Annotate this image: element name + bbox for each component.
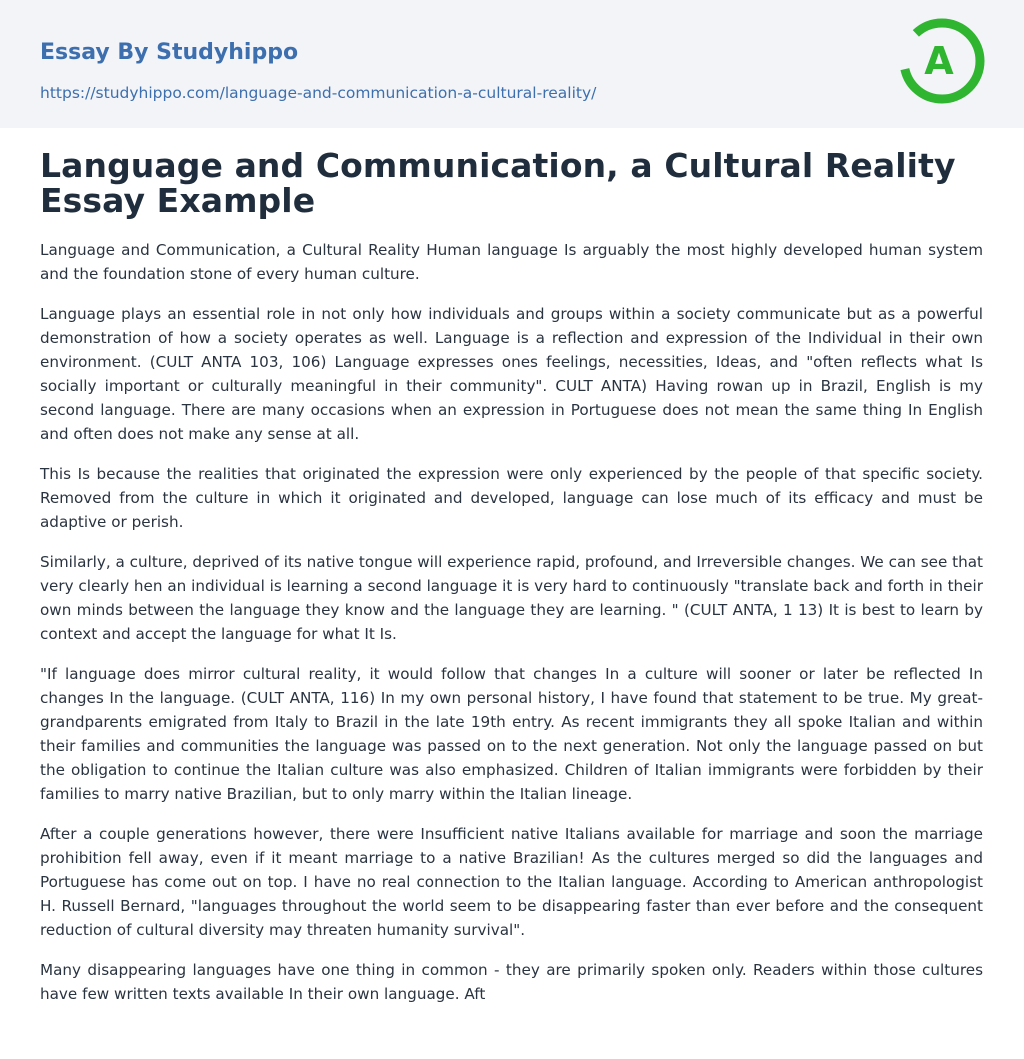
- article-title: Language and Communication, a Cultural Reality Essay Example: [40, 146, 956, 220]
- studyhippo-logo-icon[interactable]: [898, 17, 986, 105]
- article-paragraph: Many disappearing languages have one thing in common - they are primarily spoken only. Readers within those cultures have few written texts available In their own language. Aft: [40, 961, 983, 1003]
- article-paragraph: Language and Communication, a Cultural Reality Human language Is arguably the most highly developed human system and the foundation stone of every human culture.: [40, 241, 983, 283]
- article-paragraph: After a couple generations however, there were Insufficient native Italians available for marriage and soon the marriage prohibition fell away, even if it meant marriage to a native Brazilian! As the cultures merged so did the languages and Portuguese has come out on top. I have no real connection to the Italian language. According to American anthropologist H. Russell Bernard, "languages throughout the world seem to be disappearing faster than ever before and the consequent reduction of cultural diversity may threaten humanity survival".: [40, 825, 983, 939]
- article-paragraph: Language plays an essential role in not only how individuals and groups within a society communicate but as a powerful demonstration of how a society operates as well. Language is a reflection and expression of the Individual in their own environment. (CULT ANTA 103, 106) Language expresses ones feelings, necessities, Ideas, and "often reflects what Is socially important or culturally meaningful in their community". CULT ANTA) Having rowan up in Brazil, English is my second language. There are many occasions when an expression in Portuguese does not mean the same thing In English and often does not make any sense at all.: [40, 305, 983, 443]
- article-paragraph: "If language does mirror cultural reality, it would follow that changes In a culture will sooner or later be reflected In changes In the language. (CULT ANTA, 116) In my own personal history, I have found that statement to be true. My great-grandparents emigrated from Italy to Brazil in the late 19th entry. As recent immigrants they all spoke Italian and within their families and communities the language was passed on to the next generation. Not only the language passed on but the obligation to continue the Italian culture was also emphasized. Children of Italian immigrants were forbidden by their families to marry native Brazilian, but to only marry within the Italian lineage.: [40, 665, 983, 803]
- article-paragraph: Similarly, a culture, deprived of its native tongue will experience rapid, profound, and Irreversible changes. We can see that very clearly hen an individual is learning a second language it is very hard to continuously "translate back and forth in their own minds between the language they know and the language they are learning. " (CULT ANTA, 1 13) It is best to learn by context and accept the language for what It Is.: [40, 553, 983, 643]
- article-body: [40, 238, 983, 1006]
- article: [40, 148, 983, 1022]
- article-paragraph: This Is because the realities that originated the expression were only experienced by the people of that specific society. Removed from the culture in which it originated and developed, language can lose much of its efficacy and must be adaptive or perish.: [40, 465, 983, 531]
- logo-letter: A: [924, 39, 954, 83]
- site-header: [0, 0, 1024, 128]
- page-url-link[interactable]: https://studyhippo.com/language-and-communication-a-cultural-reality/: [40, 84, 597, 102]
- site-brand[interactable]: Essay By Studyhippo: [40, 40, 299, 65]
